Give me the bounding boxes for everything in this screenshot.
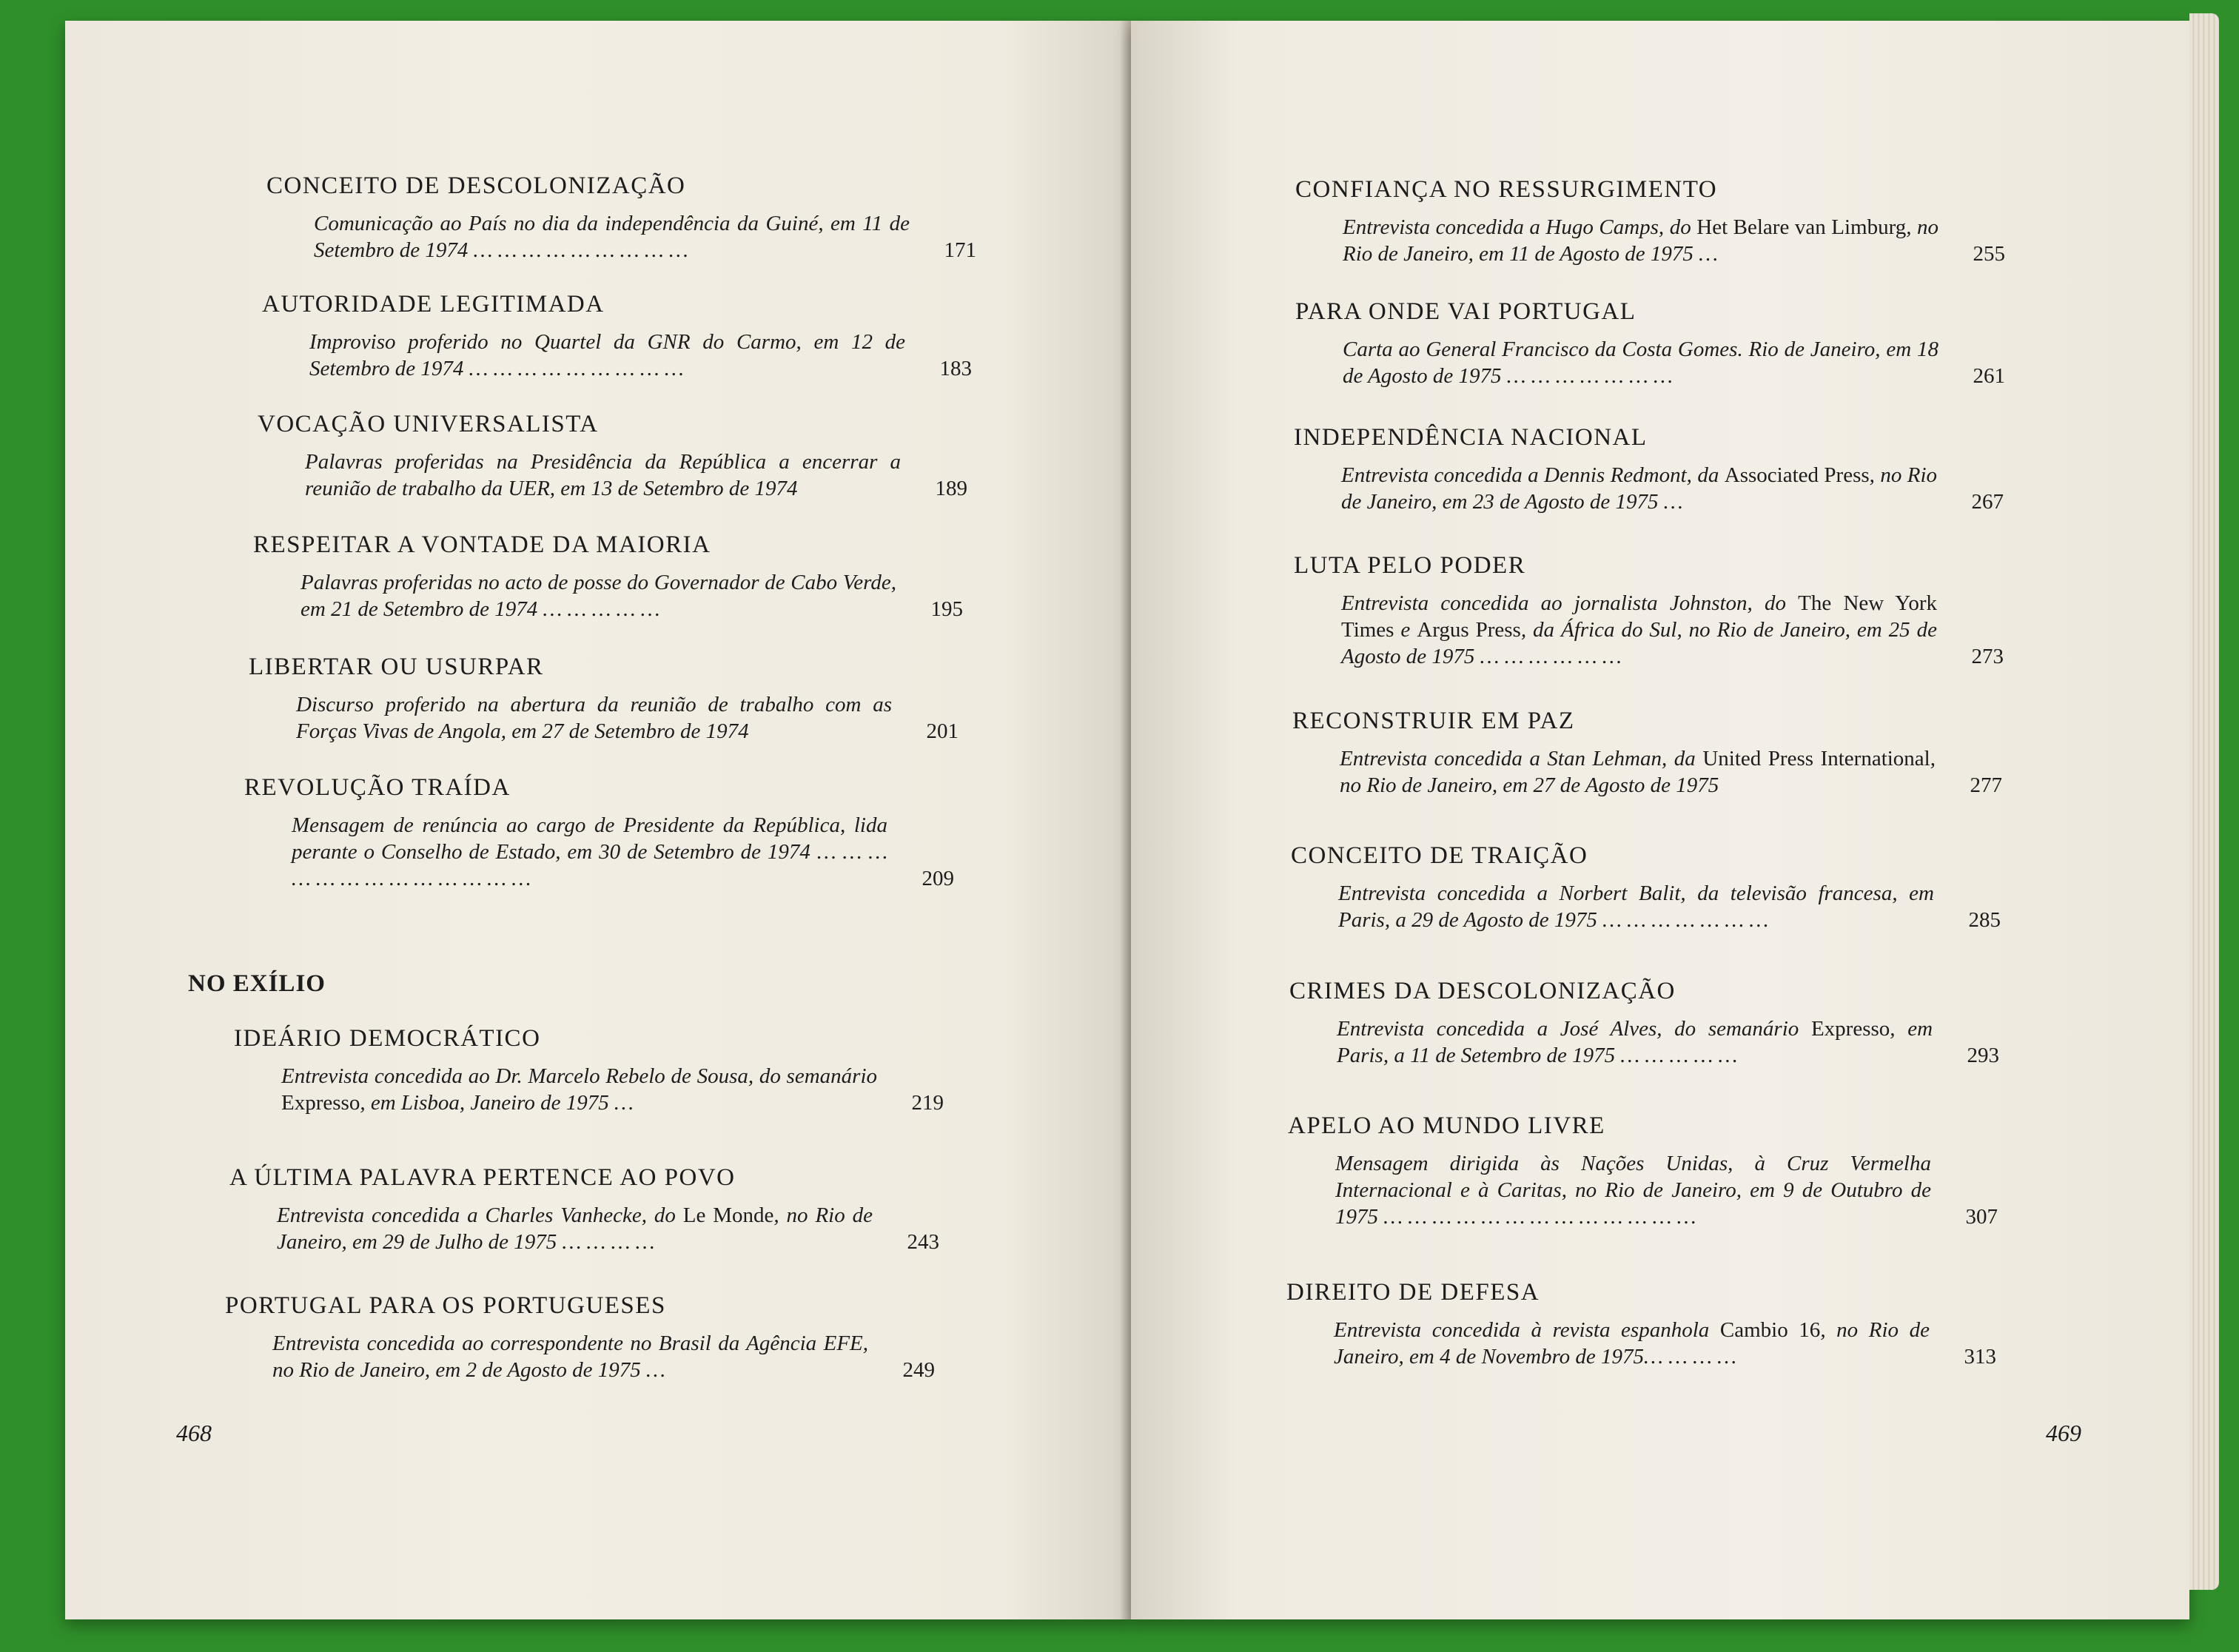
entry-description-text: Mensagem de renúncia ao cargo de Presidente da República, lida perante o Conselho de Estado, em 30 de Setembro de 1974 … … … … … … … … … … … … … (292, 813, 887, 890)
entry-description-text: , no Rio de Janeiro, em 4 de Novembro de 1975… … … … (1334, 1318, 1930, 1369)
entry-title: AUTORIDADE LEGITIMADA (262, 291, 605, 318)
entry-description-text: Entrevista concedida a Stan Lehman, da (1340, 747, 1696, 770)
entry-description (1338, 880, 2001, 933)
entry-page-number: 189 (935, 477, 967, 500)
entry-description (296, 691, 959, 745)
entry-description (1335, 1150, 1998, 1230)
page-edges (2189, 13, 2219, 1590)
toc-entry (253, 531, 963, 622)
publication-name: Expresso (1810, 1017, 1890, 1041)
entry-description-text: , da África do Sul, no Rio de Janeiro, em 25 de Agosto de 1975 … … … … … … (1341, 618, 1938, 668)
entry-description-text: Palavras proferidas no acto de posse do Governador de Cabo Verde, em 21 de Setembro de 1974 … … … … … (301, 571, 896, 621)
entry-title: CONCEITO DE DESCOLONIZAÇÃO (266, 172, 686, 199)
entry-page-number: 209 (922, 867, 954, 890)
toc-entry (1288, 1112, 1998, 1230)
entry-page-number: 313 (1964, 1345, 1996, 1369)
entry-description (1343, 336, 2005, 389)
entry-title: CONFIANÇA NO RESSURGIMENTO (1295, 176, 1718, 203)
entry-title: APELO AO MUNDO LIVRE (1288, 1112, 1605, 1139)
toc-entry (266, 172, 976, 263)
entry-title: VOCAÇÃO UNIVERSALISTA (258, 411, 599, 437)
entry-description-text: Entrevista concedida a Hugo Camps, do (1343, 215, 1691, 239)
publication-name: Le Monde (682, 1203, 774, 1227)
entry-description (1341, 590, 2004, 670)
entry-description (301, 569, 963, 622)
entry-title: RECONSTRUIR EM PAZ (1292, 708, 1575, 734)
publication-name: Cambio 16 (1719, 1318, 1821, 1342)
entry-description-text: Mensagem dirigida às Nações Unidas, à Cruz Vermelha Internacional e à Caritas, no Rio de Janeiro, em 9 de Outubro de 1975 … … … … … … … … … … … … … (1335, 1152, 1931, 1229)
entry-page-number: 255 (1973, 242, 2005, 266)
toc-entry (1292, 708, 2002, 799)
entry-description (1343, 214, 2005, 267)
toc-entry (234, 1025, 944, 1116)
entry-description-text: , no Rio de Janeiro, em 27 de Agosto de 1975 (1340, 747, 1936, 797)
publication-name: The New York Times (1341, 591, 1938, 642)
entry-description-text: Entrevista concedida ao correspondente no Brasil da Agência EFE, no Rio de Janeiro, em 2 de Agosto de 1975 … (272, 1332, 868, 1382)
entry-description-text: Entrevista concedida ao jornalista Johnston, do (1341, 591, 1786, 615)
publication-name: United Press International (1702, 747, 1930, 770)
entry-description (309, 329, 972, 382)
toc-entry (1295, 298, 2005, 389)
entry-title: DIREITO DE DEFESA (1286, 1279, 1540, 1306)
left-page (65, 21, 1131, 1619)
entry-title: LIBERTAR OU USURPAR (249, 654, 544, 680)
entry-description (277, 1202, 939, 1255)
toc-entry (229, 1164, 939, 1255)
toc-entry (1294, 424, 2004, 515)
publication-name: Expresso (281, 1091, 360, 1115)
entry-description-text: Entrevista concedida a Charles Vanhecke, do (277, 1203, 676, 1227)
entry-title: A ÚLTIMA PALAVRA PERTENCE AO POVO (229, 1164, 736, 1191)
toc-entry (225, 1292, 935, 1383)
entry-description-text: , em Paris, a 11 de Setembro de 1975 … … … … … (1337, 1017, 1933, 1067)
entry-description (292, 812, 954, 892)
entry-description (281, 1063, 944, 1116)
toc-entry (249, 654, 959, 745)
entry-title: CONCEITO DE TRAIÇÃO (1291, 842, 1588, 869)
entry-page-number: 261 (1973, 364, 2005, 388)
entry-page-number: 195 (930, 597, 963, 621)
entry-title: REVOLUÇÃO TRAÍDA (244, 774, 511, 801)
entry-description (314, 210, 976, 263)
entry-page-number: 249 (902, 1358, 935, 1382)
entry-description-text: Entrevista concedida à revista espanhola (1334, 1318, 1710, 1342)
entry-page-number: 277 (1970, 773, 2002, 797)
entry-title: IDEÁRIO DEMOCRÁTICO (234, 1025, 541, 1052)
entry-description-text: Entrevista concedida a Norbert Balit, da televisão francesa, em Paris, a 29 de Agosto de 1975 … … … … … … … (1338, 882, 1934, 932)
publication-name: Associated Press (1724, 463, 1870, 487)
page-number-folio: 469 (2046, 1420, 2081, 1446)
entry-description (1340, 745, 2002, 799)
entry-description-text: , no Rio de Janeiro, em 29 de Julho de 1975 … … … … (277, 1203, 873, 1254)
entry-description-text: Entrevista concedida a José Alves, do semanário (1337, 1017, 1799, 1041)
entry-page-number: 183 (939, 357, 972, 380)
right-page (1131, 21, 2189, 1619)
entry-description (1334, 1317, 1996, 1370)
entry-description (272, 1330, 935, 1383)
entry-description-text: , em Lisboa, Janeiro de 1975 … (360, 1091, 634, 1115)
entry-page-number: 285 (1968, 908, 2001, 932)
entry-page-number: 307 (1965, 1205, 1998, 1229)
entry-description (1341, 462, 2004, 515)
entry-page-number: 201 (926, 719, 959, 743)
entry-title: RESPEITAR A VONTADE DA MAIORIA (253, 531, 711, 558)
entry-page-number: 273 (1971, 645, 2004, 668)
book-spread (65, 21, 2189, 1619)
toc-entry (262, 291, 972, 382)
toc-entry (1289, 978, 1999, 1069)
entry-description (305, 449, 967, 502)
entry-title: PORTUGAL PARA OS PORTUGUESES (225, 1292, 666, 1319)
entry-description-text: Entrevista concedida a Dennis Redmont, da (1341, 463, 1719, 487)
entry-description-text: e (1394, 618, 1417, 642)
toc-entry (1295, 176, 2005, 267)
entry-description-text: Discurso proferido na abertura da reunião de trabalho com as Forças Vivas de Angola, em 27 de Setembro de 1974 (296, 693, 892, 743)
toc-entry (244, 774, 954, 892)
entry-description-text: , no Rio de Janeiro, em 23 de Agosto de 1975 … (1341, 463, 1937, 514)
section-heading: NO EXÍLIO (188, 970, 326, 997)
entry-page-number: 219 (911, 1091, 944, 1115)
entry-title: INDEPENDÊNCIA NACIONAL (1294, 424, 1648, 451)
toc-entry (258, 411, 967, 502)
entry-page-number: 267 (1971, 490, 2004, 514)
entry-description (1337, 1015, 1999, 1069)
toc-entry (1294, 552, 2004, 670)
entry-title: LUTA PELO PODER (1294, 552, 1526, 579)
entry-title: CRIMES DA DESCOLONIZAÇÃO (1289, 978, 1676, 1004)
entry-description-text: Comunicação ao País no dia da independência da Guiné, em 11 de Setembro de 1974 … … … … … … … … … (314, 212, 910, 262)
entry-title: PARA ONDE VAI PORTUGAL (1295, 298, 1637, 325)
toc-entry (1291, 842, 2001, 933)
entry-description-text: Palavras proferidas na Presidência da República a encerrar a reunião de trabalho da UER, em 13 de Setembro de 1974 (305, 450, 901, 500)
entry-description-text: Carta ao General Francisco da Costa Gomes. Rio de Janeiro, em 18 de Agosto de 1975 … … … … … … … (1343, 338, 1938, 388)
entry-description-text: , no Rio de Janeiro, em 11 de Agosto de 1975 … (1343, 215, 1938, 266)
entry-description-text: Entrevista concedida ao Dr. Marcelo Rebelo de Sousa, do semanário (281, 1064, 877, 1088)
entry-page-number: 171 (944, 238, 976, 262)
publication-name: Argus Press (1417, 618, 1521, 642)
publication-name: Het Belare van Limburg (1696, 215, 1907, 239)
toc-entry (1286, 1279, 1996, 1370)
entry-page-number: 293 (1967, 1044, 1999, 1067)
page-number-folio: 468 (176, 1420, 212, 1446)
entry-description-text: Improviso proferido no Quartel da GNR do Carmo, em 12 de Setembro de 1974 … … … … … … … … … (309, 330, 905, 380)
entry-page-number: 243 (907, 1230, 939, 1254)
